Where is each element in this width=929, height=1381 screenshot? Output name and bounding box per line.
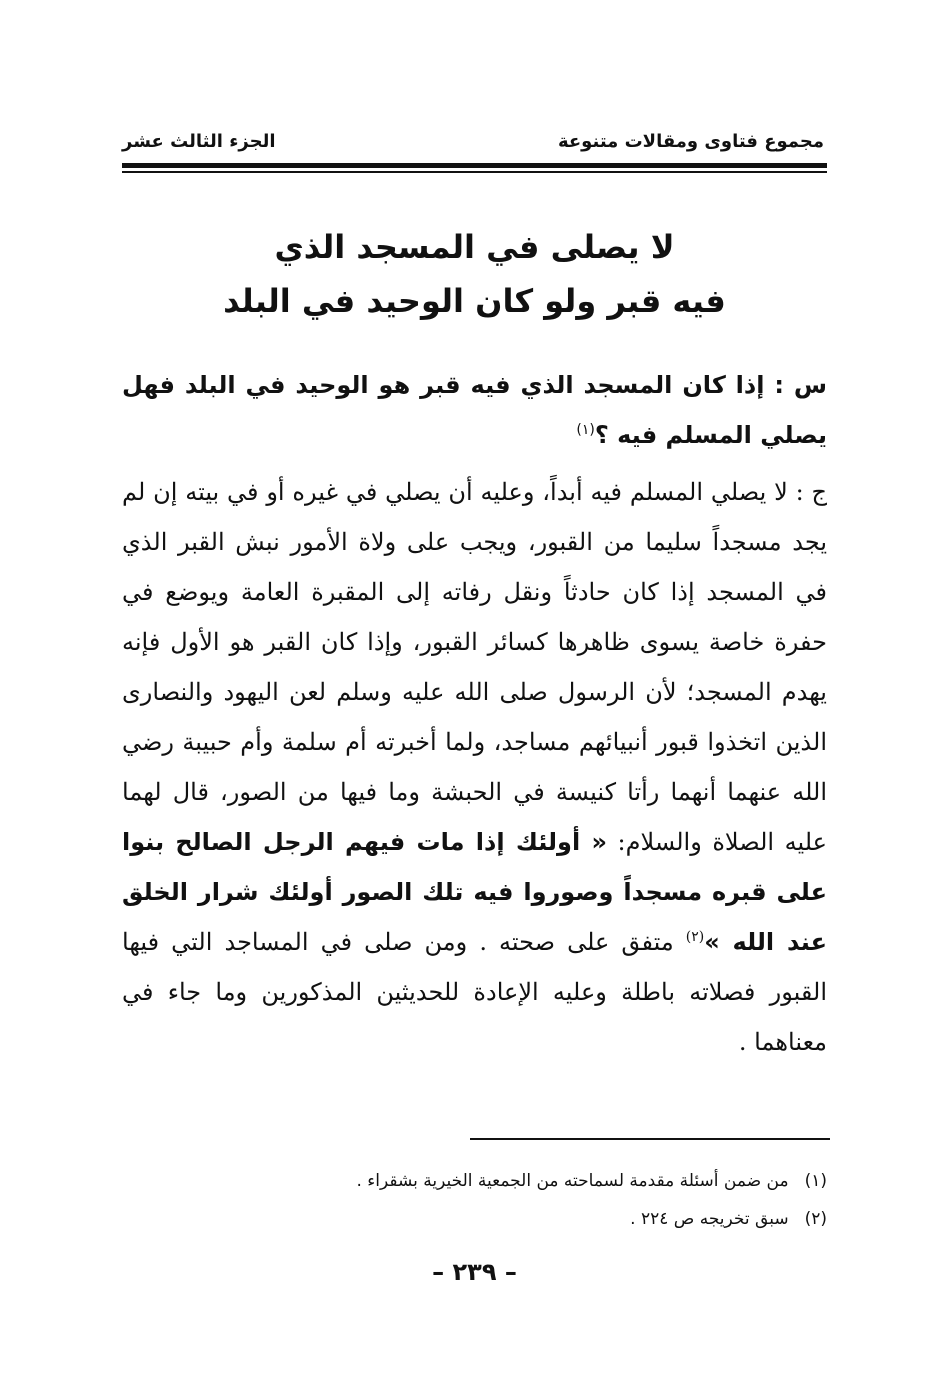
hadith-quote: « أولئك إذا مات فيهم الرجل الصالح بنوا على قبره مسجداً وصوروا فيه تلك الصور أولئك شرار الخلق عند الله » bbox=[122, 828, 827, 956]
title-line-2: فيه قبر ولو كان الوحيد في البلد bbox=[223, 282, 726, 320]
footnote-item bbox=[122, 1200, 827, 1238]
question-paragraph bbox=[122, 360, 827, 460]
book-title: مجموع فتاوى ومقالات متنوعة bbox=[557, 131, 824, 152]
answer-text-before-quote: ج : لا يصلي المسلم فيه أبداً، وعليه أن يصلي في غيره أو في بيته إن لم يجد مسجداً سليما من القبور، ويجب على ولاة الأمور نبش القبر الذي في المسجد إذا كان حادثاً ونقل رفاته إلى المقبرة العامة ويوضع في حفرة خاصة يسوى ظاهرها كسائر القبور، وإذا كان القبر هو الأول فإنه يهدم المسجد؛ لأن الرسول صلى الله عليه وسلم لعن اليهود والنصارى الذين اتخذوا قبور أنبيائهم مساجد، ولما أخبرته أم سلمة وأم حبيبة رضي الله عنهما أنهما رأتا كنيسة في الحبشة وما فيها من الصور، قال لهما عليه الصلاة والسلام: bbox=[122, 478, 827, 856]
title-line-1: لا يصلى في المسجد الذي bbox=[274, 228, 675, 266]
footnote-item bbox=[122, 1162, 827, 1200]
header-rule-thin bbox=[122, 171, 827, 173]
volume-label: الجزء الثالث عشر bbox=[122, 131, 276, 152]
footnote-text: من ضمن أسئلة مقدمة لسماحته من الجمعية الخيرية بشقراء . bbox=[356, 1171, 789, 1191]
question-text: س : إذا كان المسجد الذي فيه قبر هو الوحيد في البلد فهل يصلي المسلم فيه ؟ bbox=[122, 371, 827, 449]
answer-paragraph bbox=[122, 467, 827, 1067]
footnote-ref-1: (١) bbox=[576, 422, 595, 438]
footnote-number: (٢) bbox=[804, 1209, 827, 1229]
footnote-number: (١) bbox=[804, 1171, 827, 1191]
running-header bbox=[122, 131, 824, 159]
footnotes bbox=[122, 1162, 827, 1238]
page-number: – ٢٣٩ – bbox=[432, 1258, 517, 1286]
footnote-separator bbox=[470, 1138, 830, 1140]
footnote-text: سبق تخريجه ص ٢٢٤ . bbox=[630, 1209, 789, 1229]
footnote-ref-2: (٢) bbox=[685, 929, 705, 945]
article-title bbox=[122, 220, 827, 328]
header-rule-thick bbox=[122, 163, 827, 168]
answer-text-after-quote: متفق على صحته . ومن صلى في المساجد التي فيها القبور فصلاته باطلة وعليه الإعادة للحديثين المذكورين وما جاء في معناهما . bbox=[122, 928, 827, 1056]
